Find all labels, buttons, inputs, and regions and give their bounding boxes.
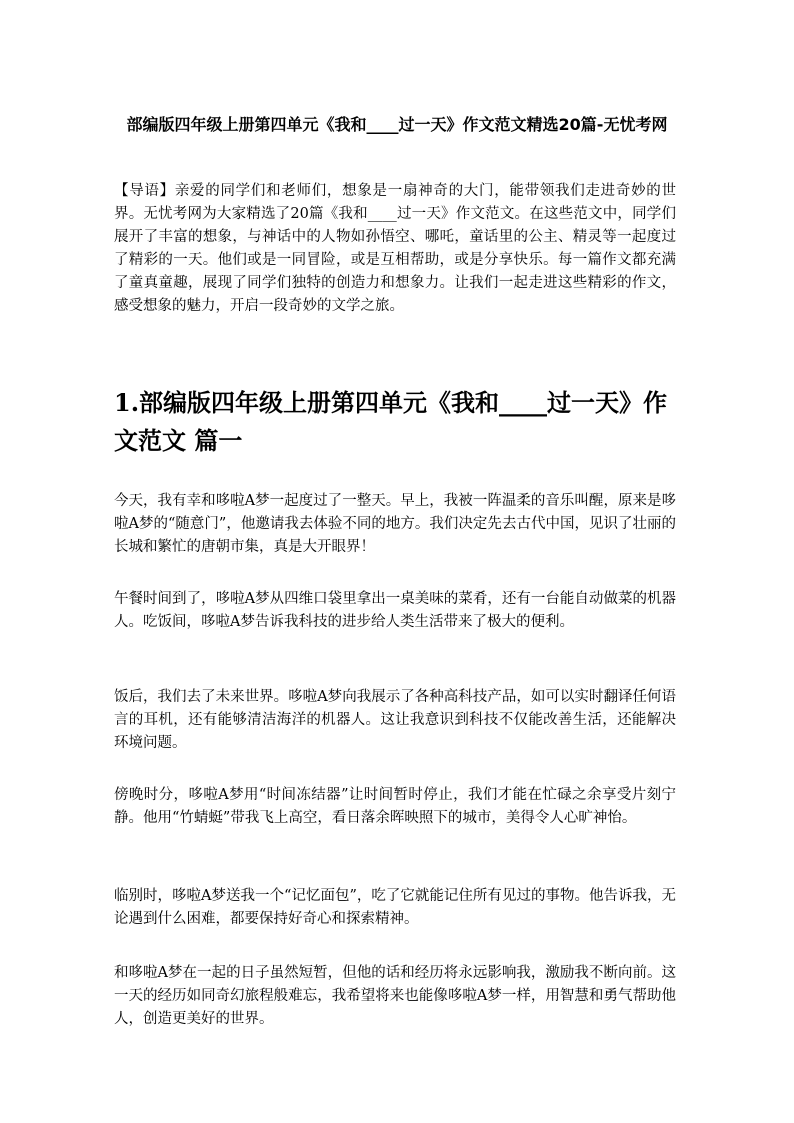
body-paragraph: 午餐时间到了，哆啦A梦从四维口袋里拿出一桌美味的菜肴，还有一台能自动做菜的机器人。吃饭间，哆啦A梦告诉我科技的进步给人类生活带来了极大的便利。	[114, 591, 676, 630]
body-paragraph: 饭后，我们去了未来世界。哆啦A梦向我展示了各种高科技产品，如可以实时翻译任何语言的耳机，还有能够清洁海洋的机器人。这让我意识到科技不仅能改善生活，还能解决环境问题。	[114, 689, 676, 751]
intro-paragraph: 【导语】亲爱的同学们和老师们，想象是一扇神奇的大门，能带领我们走进奇妙的世界。无忧考网为大家精选了20篇《我和____过一天》作文范文。在这些范文中，同学们展开了丰富的想象，与神话中的人物如孙悟空、哪吒，童话里的公主、精灵等一起度过了精彩的一天。他们或是一同冒险，或是互相帮助，或是分享快乐。每一篇作文都充满了童真童趣，展现了同学们独特的创造力和想象力。让我们一起走进这些精彩的作文，感受想象的魅力，开启一段奇妙的文学之旅。	[114, 183, 676, 314]
section-heading: 1.部编版四年级上册第四单元《我和____过一天》作文范文 篇一	[114, 388, 668, 455]
body-paragraph: 今天，我有幸和哆啦A梦一起度过了一整天。早上，我被一阵温柔的音乐叫醒，原来是哆啦A梦的“随意门”，他邀请我去体验不同的地方。我们决定先去古代中国，见识了壮丽的长城和繁忙的唐朝市集，真是大开眼界！	[114, 493, 676, 555]
body-paragraph: 傍晚时分，哆啦A梦用“时间冻结器”让时间暂时停止，我们才能在忙碌之余享受片刻宁静。他用“竹蜻蜓”带我飞上高空，看日落余晖映照下的城市，美得令人心旷神怡。	[114, 787, 676, 826]
body-paragraph: 临别时，哆啦A梦送我一个“记忆面包”，吃了它就能记住所有见过的事物。他告诉我，无论遇到什么困难，都要保持好奇心和探索精神。	[114, 888, 676, 927]
body-paragraph: 和哆啦A梦在一起的日子虽然短暂，但他的话和经历将永远影响我，激励我不断向前。这一天的经历如同奇幻旅程般难忘，我希望将来也能像哆啦A梦一样，用智慧和勇气帮助他人，创造更美好的世界。	[114, 965, 676, 1027]
document-title: 部编版四年级上册第四单元《我和____过一天》作文范文精选20篇-无忧考网	[126, 115, 668, 134]
